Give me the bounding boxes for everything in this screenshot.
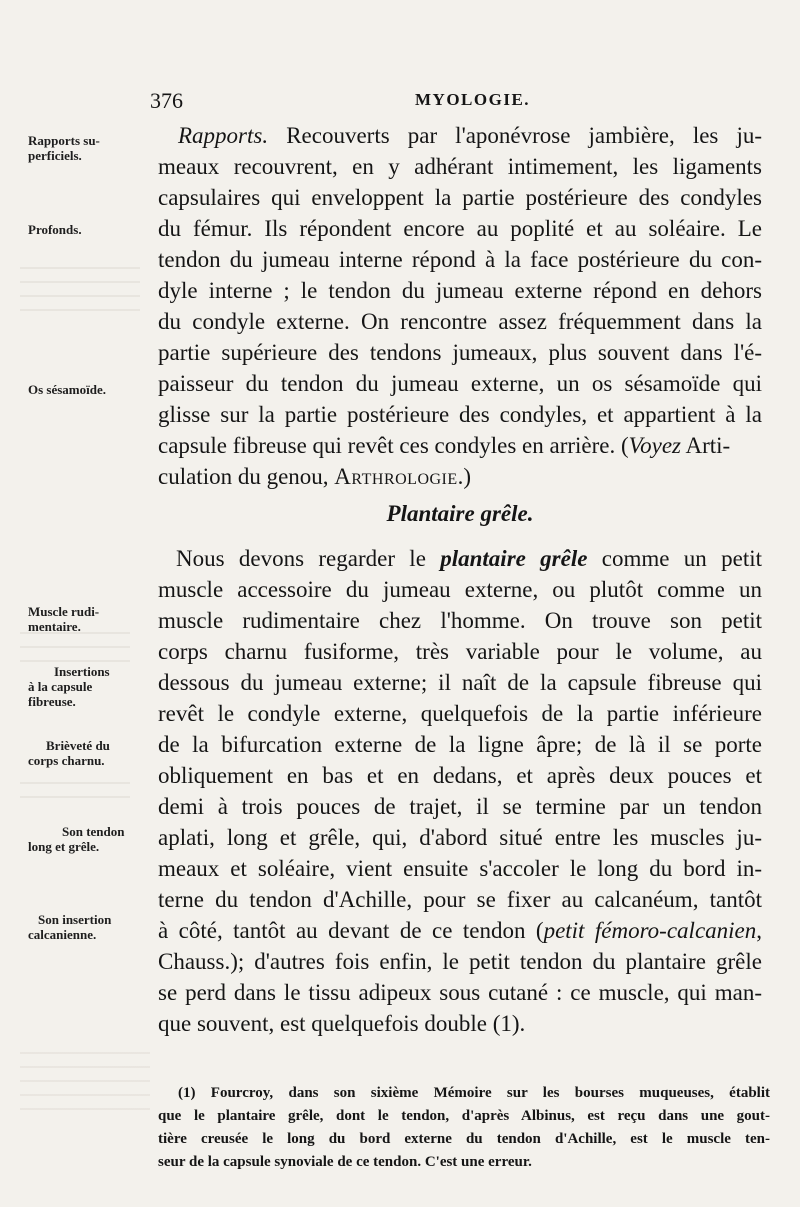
margin-note-profonds: Profonds.	[28, 222, 82, 237]
section-heading: Plantaire grêle.	[386, 501, 534, 526]
main-text	[158, 120, 762, 1039]
margin-note-insertions: Insertions à la capsule fibreuse.	[28, 664, 110, 709]
page-header	[150, 88, 770, 118]
margin-note-rapports-superficiels: Rapports su- perficiels.	[28, 133, 100, 163]
margin-note-os-sesamoide: Os sésamoïde.	[28, 382, 106, 397]
page-number: 376	[150, 88, 183, 113]
running-title: MYOLOGIE.	[415, 90, 531, 109]
bleed-through-texture	[20, 770, 130, 805]
paragraph-plantaire: Nous devons regarder le plantaire grêle comme un petit muscle accessoire du jumeau externe, ou plutôt comme un muscle rudimentaire chez l'homme. On trouve son petit corps charnu fusiforme, très variable pour le volume, au dessous du jumeau externe; il naît de la capsule fibreuse qui revêt le condyle externe, quelquefois de la partie inférieure de la bifurcation externe de la ligne âpre; de là il se porte obliquement en bas et en dedans, et après deux pouces et demi à trois pouces de trajet, il se termine par un tendon aplati, long et grêle, qui, d'abord situé entre les muscles ju- meaux et soléaire, vient ensuite s'accoler le long du bord in- terne du tendon d'Achille, pour se fixer au calcanéum, tantôt à côté, tantôt au devant de ce tendon (petit fémoro-calcanien, Chauss.); d'autres fois enfin, le petit tendon du plantaire grêle se perd dans le tissu adipeux sous cutané : ce muscle, qui man- que souvent, est quelquefois double (1).	[158, 546, 763, 1036]
footnote: (1) Fourcroy, dans son sixième Mémoire sur les bourses muqueuses, établit que le plantaire grêle, dont le tendon, d'après Albinus, est reçu dans une gout- tière creusée le long du bord externe du tendon d'Achille, est le muscle ten- seur de la capsule synoviale de ce tendon. C'est une erreur.	[158, 1085, 770, 1170]
margin-note-son-insertion: Son insertion calcanienne.	[28, 912, 112, 942]
bleed-through-texture	[20, 1040, 150, 1120]
rapports-lead: Rapports.	[178, 123, 269, 148]
paragraph-rapports: Rapports. Recouverts par l'aponévrose jambière, les ju- meaux recouvrent, en y adhérant intimement, les ligaments capsulaires qui enveloppent la partie postérieure des condyles du fémur. Ils répondent encore au poplité et au soléaire. Le tendon du jumeau interne répond à la face postérieure du con- dyle interne ; le tendon du jumeau externe répond en dehors du condyle externe. On rencontre assez fréquemment dans la partie supérieure des tendons jumeaux, plus souvent dans l'é- paisseur du tendon du jumeau externe, un os sésamoïde qui glisse sur la partie postérieure des condyles, et appartient à la capsule fibreuse qui revêt ces condyles en arrière. (Voyez Arti- culation du genou, Arthrologie.)	[158, 123, 762, 489]
margin-note-son-tendon: Son tendon long et grêle.	[28, 824, 125, 854]
margin-note-muscle-rudimentaire: Muscle rudi- mentaire.	[28, 604, 100, 634]
margin-note-brievete: Brièveté du corps charnu.	[28, 738, 110, 768]
bleed-through-texture	[20, 255, 140, 315]
